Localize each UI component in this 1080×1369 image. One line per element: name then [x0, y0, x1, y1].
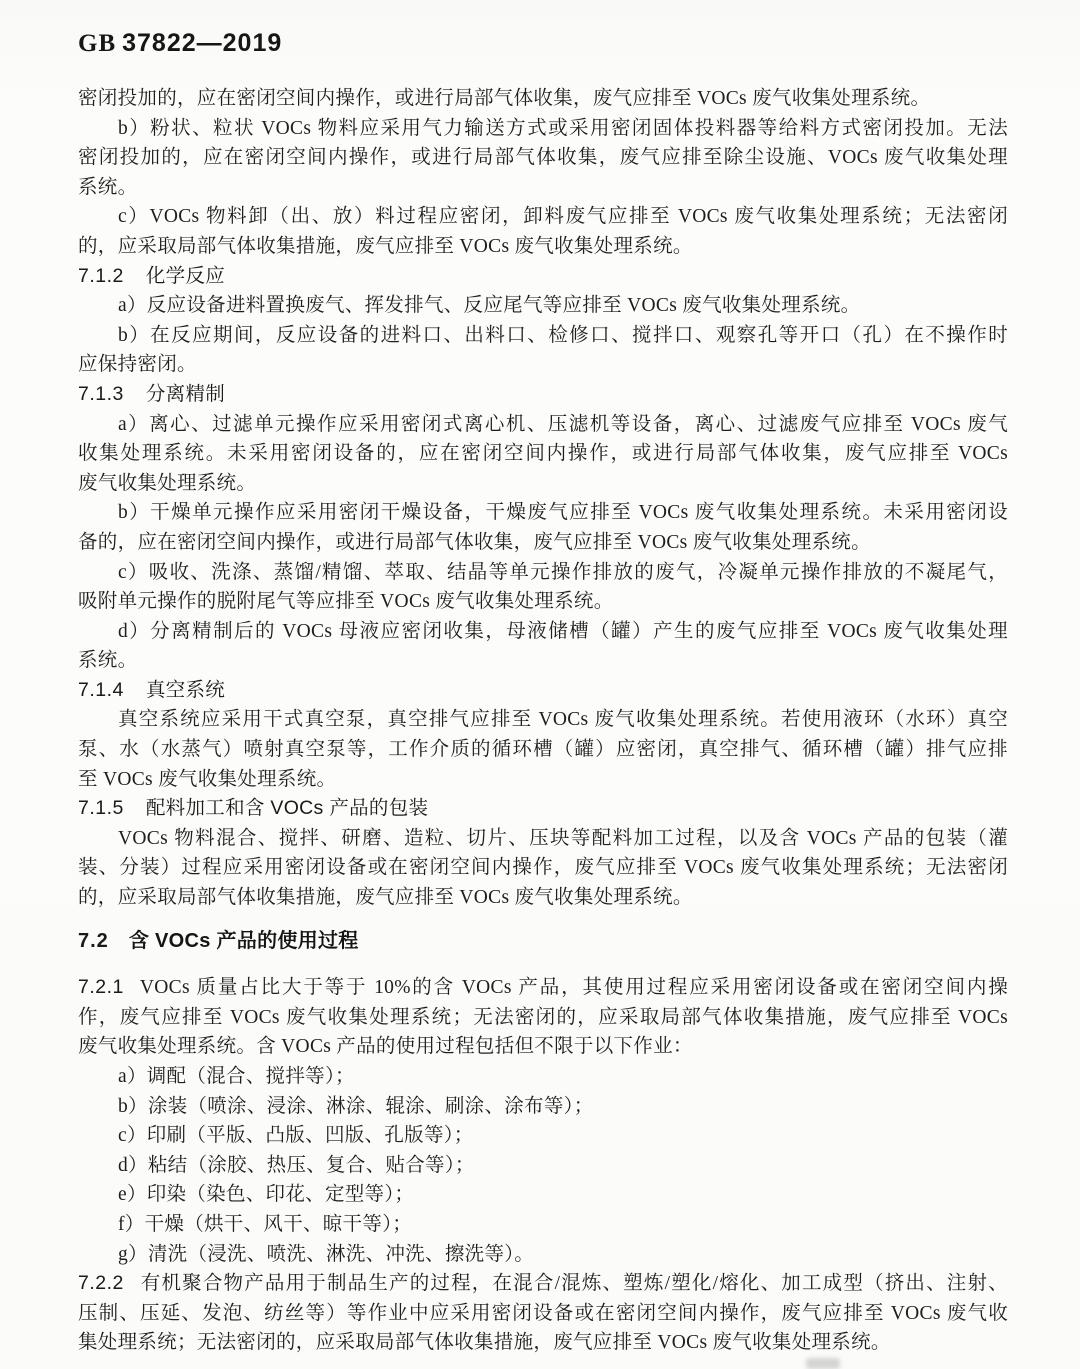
line-text: 系统。 [78, 650, 138, 672]
text-line [78, 1328, 1008, 1358]
clause-number: 7.1.4 [78, 678, 124, 701]
line-text: 压制、压延、发泡、纺丝等）等作业中应采用密闭设备或在密闭空间内操作，废气应排至 VOCs 废气收 [78, 1302, 1008, 1324]
line-text: 应保持密闭。 [78, 354, 197, 376]
text-line [78, 646, 1008, 676]
text-line [78, 853, 1008, 883]
clause-number: 7.2.1 [78, 976, 124, 999]
text-line [78, 1062, 1008, 1092]
line-text: 废气收集处理系统。含 VOCs 产品的使用过程包括但不限于以下作业： [78, 1036, 693, 1058]
line-text: d）粘结（涂胶、热压、复合、贴合等）； [118, 1154, 475, 1176]
text-line [78, 498, 1008, 528]
line-text: b）干燥单元操作应采用密闭干燥设备，干燥废气应排至 VOCs 废气收集处理系统。未采用密闭设 [118, 502, 1008, 524]
text-line [78, 705, 1008, 735]
text-line [78, 410, 1008, 440]
line-text: 系统。 [78, 176, 138, 198]
line-text: b）涂装（喷涂、浸涂、淋涂、辊涂、刷涂、涂布等）； [118, 1095, 594, 1117]
text-line [78, 824, 1008, 854]
text-line [78, 1003, 1008, 1033]
text-line [78, 735, 1008, 765]
line-text: 真空系统应采用干式真空泵，真空排气应排至 VOCs 废气收集处理系统。若使用液环（水环）真空 [118, 709, 1008, 731]
line-text: c）吸收、洗涤、蒸馏/精馏、萃取、结晶等单元操作排放的废气，冷凝单元操作排放的不凝尾气， [118, 561, 1008, 583]
text-line [78, 883, 1008, 913]
text-line [78, 350, 1008, 380]
line-text: b）粉状、粒状 VOCs 物料应采用气力输送方式或采用密闭固体投料器等给料方式密闭投加。无法 [118, 117, 1008, 139]
standard-code-number: 37822—2019 [122, 29, 283, 57]
line-text: 的，应采取局部气体收集措施，废气应排至 VOCs 废气收集处理系统。 [78, 887, 693, 909]
line-text: 至 VOCs 废气收集处理系统。 [78, 768, 337, 790]
clause-line [78, 1269, 1008, 1299]
clause-number: 7.2.2 [78, 1272, 124, 1295]
text-line [78, 587, 1008, 617]
clause-number: 7.1.2 [78, 264, 124, 287]
line-text: a）离心、过滤单元操作应采用密闭式离心机、压滤机等设备，离心、过滤废气应排至 VOCs 废气 [118, 413, 1008, 435]
line-text: g）清洗（浸洗、喷洗、淋洗、冲洗、擦洗等）。 [118, 1243, 535, 1265]
clause-line [78, 927, 1008, 957]
line-text: 装、分装）过程应采用密闭设备或在密闭空间内操作，废气应排至 VOCs 废气收集处理系统；无法密闭 [78, 857, 1008, 879]
line-text: 真空系统 [145, 678, 226, 701]
line-text: d）分离精制后的 VOCs 母液应密闭收集，母液储槽（罐）产生的废气应排至 VOCs 废气收集处理 [118, 620, 1008, 642]
text-line [78, 765, 1008, 795]
line-text: VOCs 物料混合、搅拌、研磨、造粒、切片、压块等配料加工过程，以及含 VOCs 产品的包装（灌 [118, 827, 1008, 849]
text-line [78, 1151, 1008, 1181]
text-line [78, 1240, 1008, 1270]
line-text: 泵、水（水蒸气）喷射真空泵等，工作介质的循环槽（罐）应密闭，真空排气、循环槽（罐）排气应排 [78, 739, 1008, 761]
clause-line [78, 262, 1008, 292]
page-number-smudge [806, 1358, 840, 1369]
line-text: 的，应采取局部气体收集措施，废气应排至 VOCs 废气收集处理系统。 [78, 235, 693, 257]
line-text: 收集处理系统。未采用密闭设备的，应在密闭空间内操作，或进行局部气体收集，废气应排至 VOCs [78, 443, 1008, 465]
line-text: 作，废气应排至 VOCs 废气收集处理系统；无法密闭的，应采取局部气体收集措施，废气应排至 VOCs [78, 1006, 1008, 1028]
text-line [78, 1299, 1008, 1329]
line-text: a）反应设备进料置换废气、挥发排气、反应尾气等应排至 VOCs 废气收集处理系统。 [118, 295, 861, 317]
line-text: a）调配（混合、搅拌等）； [118, 1066, 355, 1087]
text-line [78, 1032, 1008, 1062]
clause-line [78, 380, 1008, 410]
document-body [78, 84, 1008, 1358]
clause-number: 7.1.5 [78, 797, 124, 820]
line-text: 密闭投加的，应在密闭空间内操作，或进行局部气体收集，废气应排至除尘设施、VOCs 废气收集处理 [78, 147, 1008, 169]
text-line [78, 528, 1008, 558]
line-text: b）在反应期间，反应设备的进料口、出料口、检修口、搅拌口、观察孔等开口（孔）在不操作时 [118, 324, 1008, 346]
line-text: 有机聚合物产品用于制品生产的过程，在混合/混炼、塑炼/塑化/熔化、加工成型（挤出、注射、 [139, 1273, 1008, 1295]
line-text: 分离精制 [145, 382, 226, 405]
clause-number: 7.1.3 [78, 382, 124, 405]
text-line [78, 232, 1008, 262]
text-line [78, 321, 1008, 351]
line-text: 配料加工和含 VOCs 产品的包装 [145, 797, 429, 820]
line-text: 密闭投加的，应在密闭空间内操作，或进行局部气体收集，废气应排至 VOCs 废气收集处理系统。 [78, 88, 931, 109]
text-line [78, 1210, 1008, 1240]
line-text: 集处理系统；无法密闭的，应采取局部气体收集措施，废气应排至 VOCs 废气收集处理系统。 [78, 1332, 891, 1354]
clause-line [78, 973, 1008, 1003]
line-text: VOCs 质量占比大于等于 10%的含 VOCs 产品，其使用过程应采用密闭设备或在密闭空间内操 [139, 977, 1008, 999]
line-text: 含 VOCs 产品的使用过程 [128, 929, 359, 952]
line-text: e）印染（染色、印花、定型等）； [118, 1184, 415, 1206]
standard-code-prefix: GB [78, 30, 117, 57]
text-line [78, 558, 1008, 588]
line-text: 备的，应在密闭空间内操作，或进行局部气体收集，废气应排至 VOCs 废气收集处理系统。 [78, 531, 871, 553]
text-line [78, 439, 1008, 469]
text-line [78, 617, 1008, 647]
line-text: 废气收集处理系统。 [78, 472, 257, 494]
text-line [78, 1092, 1008, 1122]
line-text: 吸附单元操作的脱附尾气等应排至 VOCs 废气收集处理系统。 [78, 591, 614, 613]
text-line [78, 291, 1008, 321]
text-line [78, 173, 1008, 203]
text-line [78, 202, 1008, 232]
text-line [78, 143, 1008, 173]
text-line [78, 114, 1008, 144]
line-text: f）干燥（烘干、风干、晾干等）； [118, 1213, 413, 1235]
text-line [78, 84, 1008, 114]
line-text: 化学反应 [145, 264, 226, 287]
text-line [78, 1121, 1008, 1151]
standard-code [78, 26, 1008, 60]
text-line [78, 469, 1008, 499]
clause-number: 7.2 [78, 929, 109, 952]
line-text: c）印刷（平版、凸版、凹版、孔版等）； [118, 1125, 474, 1147]
clause-line [78, 676, 1008, 706]
clause-line [78, 794, 1008, 824]
line-text: c）VOCs 物料卸（出、放）料过程应密闭，卸料废气应排至 VOCs 废气收集处理系统；无法密闭 [118, 206, 1008, 228]
text-line [78, 1180, 1008, 1210]
